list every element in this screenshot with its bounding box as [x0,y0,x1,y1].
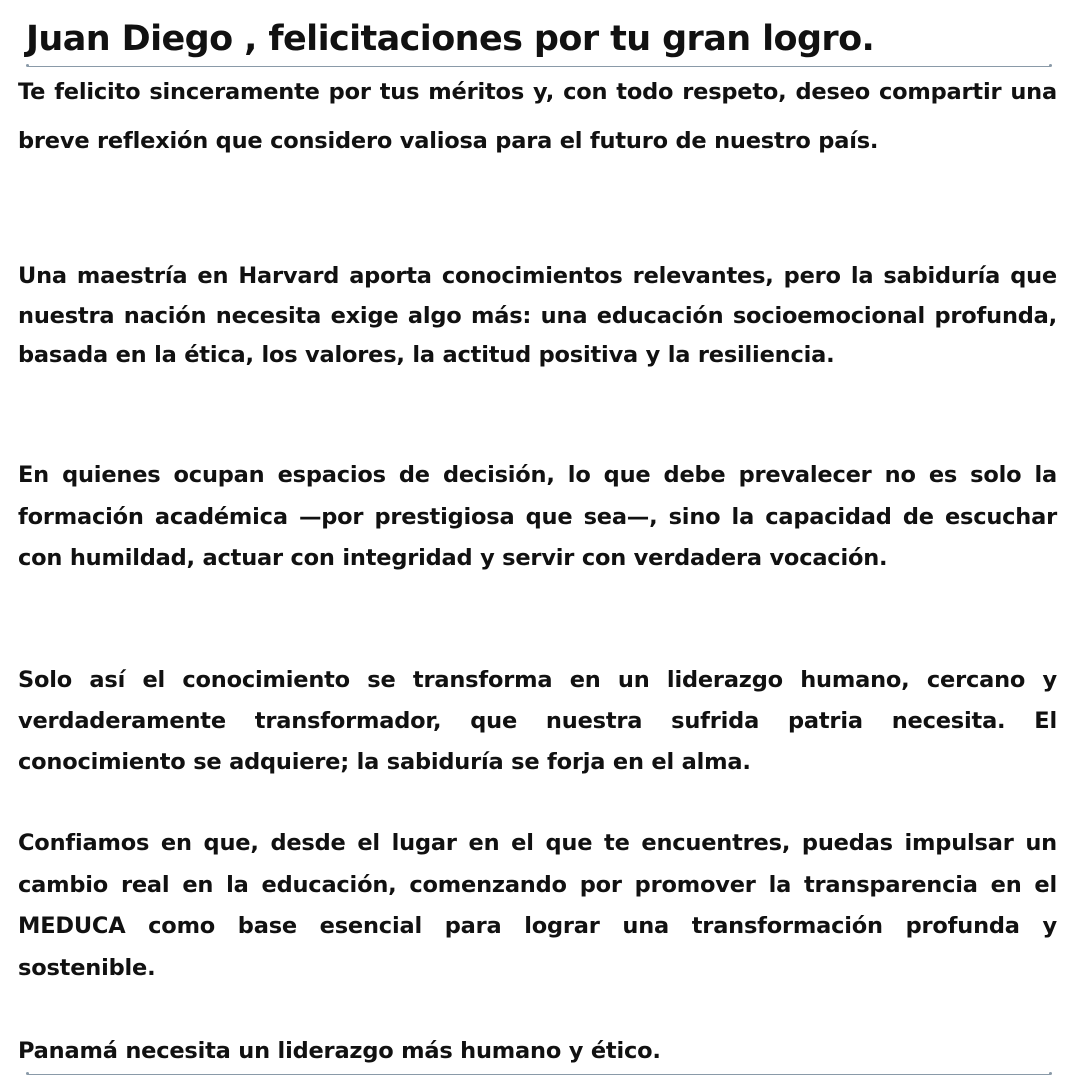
paragraph-congratulations: Te felicito sinceramente por tus méritos y, con todo respeto, deseo compartir una breve reflexión que considero valiosa para el futuro de nuestro país. [18,79,1057,154]
bottom-divider [28,1074,1050,1075]
paragraph-meduca: Confiamos en que, desde el lugar en el que te encuentres, puedas impulsar un cambio real en la educación, comenzando por promover la transparencia en el MEDUCA como base esencial para lograr una transformación profunda y sostenible. [18,830,1057,981]
paragraph-leadership: Solo así el conocimiento se transforma en un liderazgo humano, cercano y verdaderamente transformador, que nuestra sufrida patria necesita. El conocimiento se adquiere; la sabiduría se forja en el alma. [18,667,1057,775]
paragraph-decision: En quienes ocupan espacios de decisión, lo que debe prevalecer no es solo la formación académica —por prestigiosa que sea—, sino la capacidad de escuchar con humildad, actuar con integridad y servir con verdadera vocación. [18,462,1057,571]
paragraph-closing: Panamá necesita un liderazgo más humano y ético. [18,1038,661,1064]
page-title: Juan Diego , felicitaciones por tu gran logro. [26,19,875,59]
paragraph-harvard: Una maestría en Harvard aporta conocimientos relevantes, pero la sabiduría que nuestra nación necesita exige algo más: una educación socioemocional profunda, basada en la ética, los valores, la actitud positiva y la resiliencia. [18,263,1057,368]
top-divider [28,66,1050,67]
